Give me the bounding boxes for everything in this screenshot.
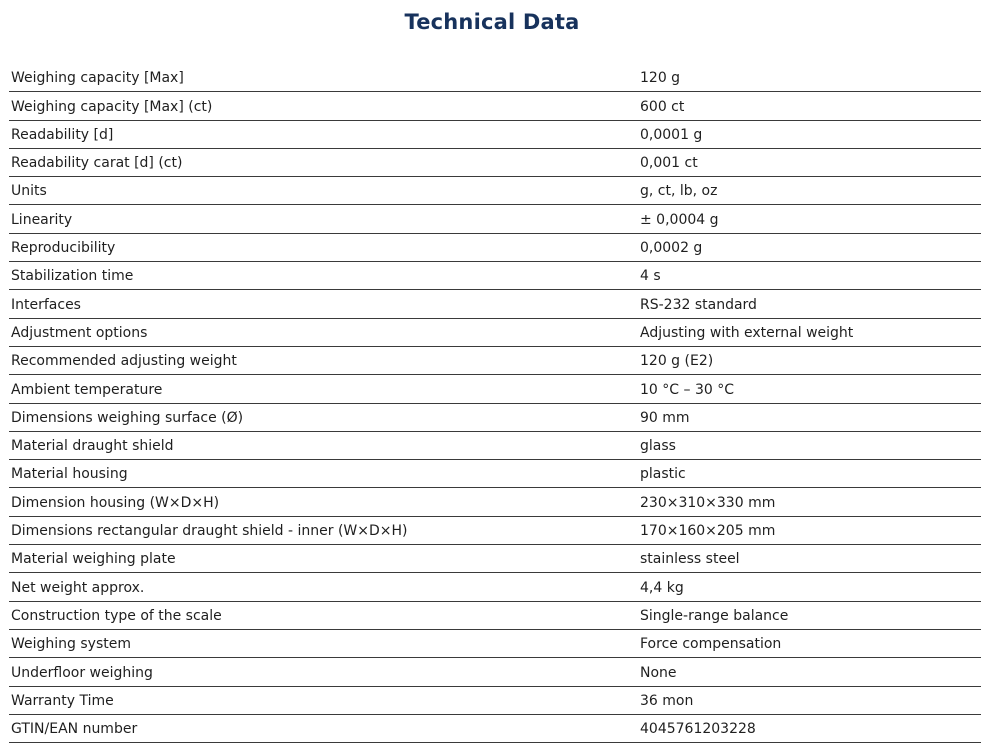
row-label: Interfaces [11,296,81,313]
row-value: 230×310×330 mm [640,494,776,511]
table-row [9,290,981,318]
row-label: Readability [d] [11,126,114,143]
row-value: 36 mon [640,692,694,709]
row-label: Weighing system [11,636,131,653]
table-row [9,517,981,545]
table-row [9,687,981,715]
table-row [9,432,981,460]
table-row [9,658,981,686]
row-value: 4,4 kg [640,579,684,596]
table-row [9,488,981,516]
row-label: Underfloor weighing [11,664,153,681]
table-row [9,92,981,120]
row-value: g, ct, lb, oz [640,183,718,200]
row-value: ± 0,0004 g [640,211,719,228]
row-label: Reproducibility [11,240,116,257]
table-row [9,64,981,92]
table-row [9,205,981,233]
row-value: 10 °C – 30 °C [640,381,734,398]
table-row [9,177,981,205]
row-value: 0,0002 g [640,240,703,257]
row-label: Readability carat [d] (ct) [11,155,183,172]
row-label: Material draught shield [11,438,174,455]
row-value: None [640,664,677,681]
row-label: Linearity [11,211,73,228]
row-value: 4045761203228 [640,721,756,738]
row-value: 170×160×205 mm [640,523,776,540]
row-value: Adjusting with external weight [640,324,854,341]
table-row [9,715,981,743]
table-row [9,630,981,658]
row-label: Dimensions rectangular draught shield - inner (W×D×H) [11,523,408,540]
row-label: Dimension housing (W×D×H) [11,494,220,511]
row-label: Warranty Time [11,692,114,709]
row-value: 0,0001 g [640,126,703,143]
row-label: Adjustment options [11,324,148,341]
row-label: Material housing [11,466,128,483]
row-value: 90 mm [640,409,690,426]
row-label: Material weighing plate [11,551,176,568]
row-value: glass [640,438,676,455]
row-value: Force compensation [640,636,782,653]
row-label: Weighing capacity [Max] (ct) [11,98,213,115]
row-label: Ambient temperature [11,381,163,398]
row-value: plastic [640,466,686,483]
table-row [9,121,981,149]
table-row [9,375,981,403]
table-row [9,262,981,290]
row-value: 4 s [640,268,661,285]
row-label: Units [11,183,47,200]
row-label: GTIN/EAN number [11,721,138,738]
row-value: stainless steel [640,551,740,568]
table-row [9,404,981,432]
row-value: 120 g [640,70,681,87]
page-title: Technical Data [404,10,580,34]
row-label: Weighing capacity [Max] [11,70,184,87]
row-value: 600 ct [640,98,685,115]
table-row [9,149,981,177]
row-value: 0,001 ct [640,155,698,172]
table-row [9,545,981,573]
table-row [9,573,981,601]
row-value: Single-range balance [640,607,789,624]
row-value: 120 g (E2) [640,353,714,370]
technical-data-table [9,64,981,743]
row-label: Construction type of the scale [11,607,222,624]
row-value: RS-232 standard [640,296,757,313]
table-row [9,602,981,630]
table-row [9,460,981,488]
row-label: Recommended adjusting weight [11,353,237,370]
row-label: Dimensions weighing surface (Ø) [11,409,244,426]
table-row [9,234,981,262]
table-row [9,319,981,347]
row-label: Net weight approx. [11,579,145,596]
row-label: Stabilization time [11,268,134,285]
table-row [9,347,981,375]
